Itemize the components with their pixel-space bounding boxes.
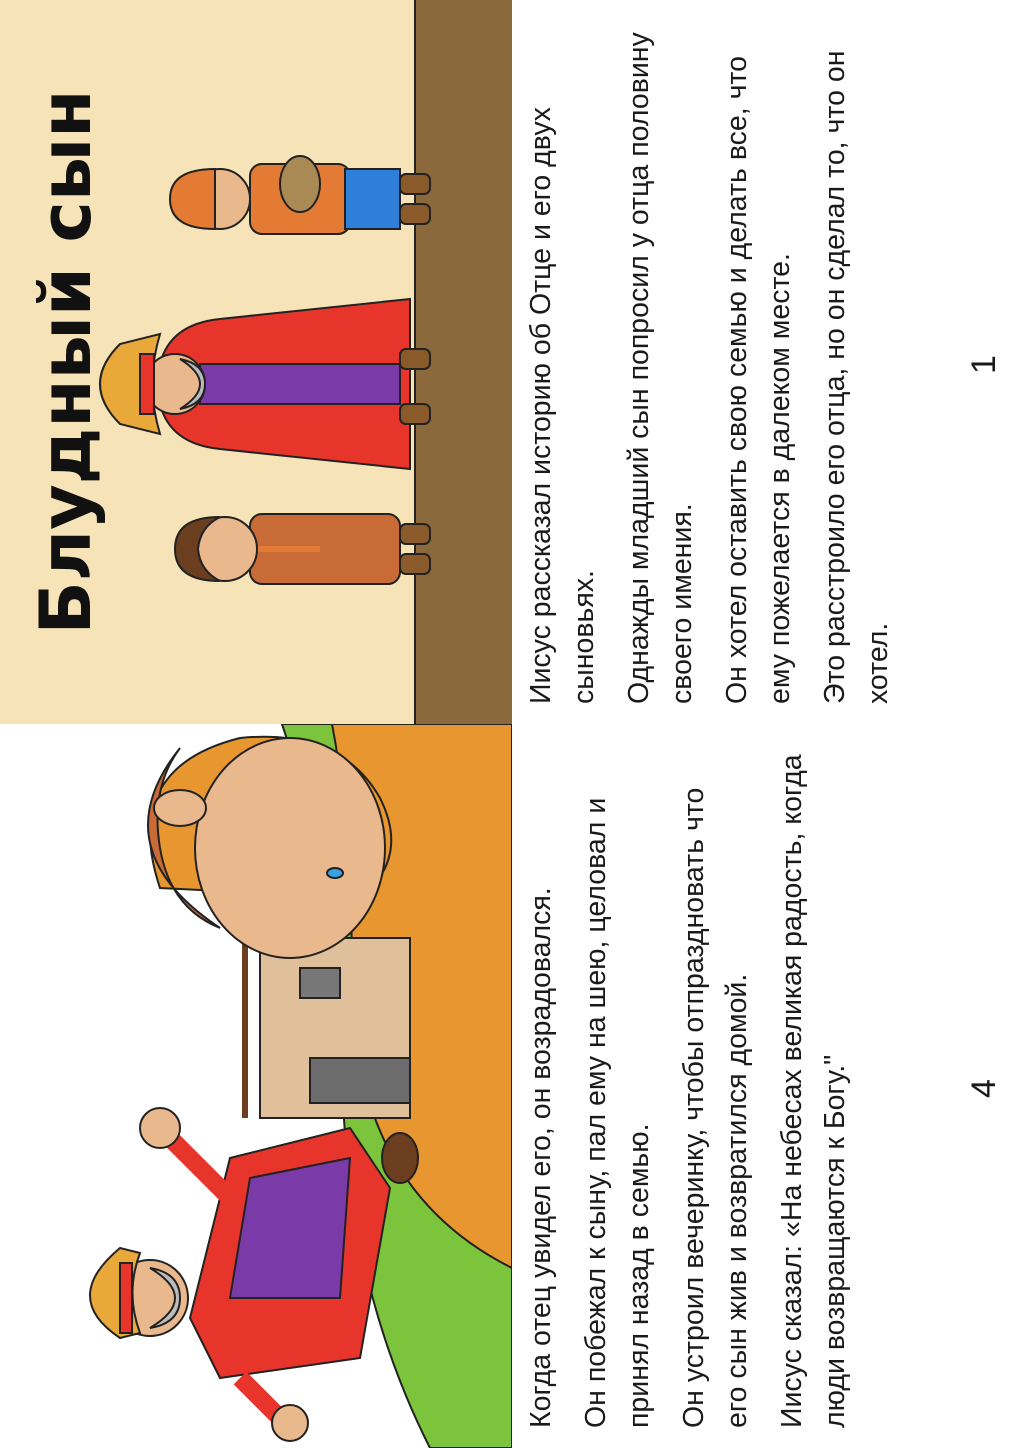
father-with-two-sons-icon — [0, 0, 512, 724]
paragraph: Иисус сказал: «На небесах великая радость, когда люди возвращаются к Богу." — [776, 754, 851, 1428]
page-1-text — [520, 24, 912, 704]
father-running-to-son-icon — [0, 724, 512, 1448]
paragraph: Иисус рассказал историю об Отце и его двух сыновьях. — [525, 107, 600, 704]
paragraph: Это расстроило его отца, но он сделал то, что он хотел. — [819, 50, 894, 704]
paragraph: Когда отец увидел его, он возрадовался. — [525, 887, 557, 1428]
paragraph: Он побежал к сыну, пал ему на шею, целовал и принял назад в семью. — [580, 797, 655, 1428]
page-number: 1 — [965, 355, 1003, 374]
page-4-rotated-content — [0, 724, 1024, 1448]
booklet-page-4 — [0, 724, 1024, 1448]
paragraph: Он хотел оставить свою семью и делать все, что ему пожелается в далеком месте. — [721, 55, 796, 704]
page-number: 4 — [965, 1079, 1003, 1098]
story-title: Блудный сын — [25, 89, 107, 635]
paragraph: Он устроил вечеринку, чтобы отпраздновать что его сын жив и возвратился домой. — [678, 787, 753, 1428]
page-4-text — [520, 748, 869, 1428]
paragraph: Однажды младший сын попросил у отца половину своего имения. — [623, 32, 698, 704]
